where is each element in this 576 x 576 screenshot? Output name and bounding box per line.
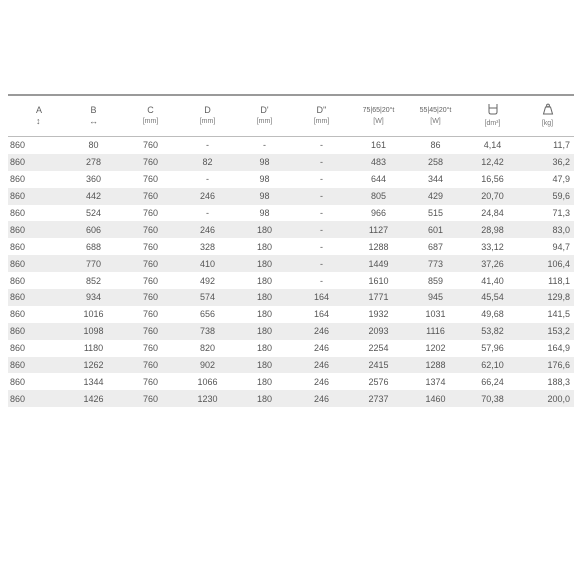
table-cell: 860 [8,289,65,306]
header-unit: [W] [430,118,441,125]
table-cell: 760 [122,255,179,272]
table-cell: 180 [236,323,293,340]
header-unit: [mm] [256,118,273,125]
table-cell: 902 [179,357,236,374]
table-cell: 852 [85,275,102,286]
header-label: 75|65|20°t [362,107,395,114]
table-cell: 176,6 [521,357,574,374]
table-cell: 1016 [83,309,104,320]
table-cell: 12,42 [464,154,521,171]
table-cell: 1288 [368,241,389,252]
table-cell: 492 [199,275,216,286]
table-cell: 33,12 [481,241,504,252]
table-cell: 70,38 [464,390,521,407]
table-cell: 1932 [368,309,389,320]
table-cell: 1116 [407,323,464,340]
table-cell: 860 [10,275,26,286]
table-row [8,272,574,289]
table-cell: 83,0 [521,221,574,238]
table-cell: 1230 [179,390,236,407]
table-cell: 524 [85,208,102,218]
table-cell: 360 [85,174,102,185]
table-cell: 1127 [350,221,407,238]
table-cell: 760 [142,174,159,185]
table-cell: 188,3 [547,376,570,387]
table-row [8,171,574,188]
table-cell: 606 [65,221,122,238]
table-cell: 71,3 [552,208,570,218]
table-cell: 161 [370,140,387,151]
table-cell: 16,56 [481,174,504,185]
header-unit: [mm] [142,118,159,125]
table-cell: 180 [236,255,293,272]
table-cell: 760 [142,275,159,286]
table-cell: 2415 [350,357,407,374]
table-cell: 180 [236,390,293,407]
table-cell: 246 [293,357,350,374]
table-cell: 94,7 [552,241,570,252]
table-cell: 86 [430,140,441,151]
table-cell: 860 [10,343,26,354]
table-cell: 4,14 [483,140,502,151]
table-cell: 2093 [350,323,407,340]
table-cell: 760 [142,208,159,218]
table-cell: 180 [256,241,273,252]
table-cell: 515 [427,208,444,218]
table-cell: 760 [122,323,179,340]
table-cell: 760 [122,188,179,205]
table-cell: 98 [236,154,293,171]
header-label: A [36,105,43,115]
header-volume [464,96,521,137]
table-cell: 442 [65,188,122,205]
table-cell: 820 [199,343,216,354]
header-unit: [W] [373,118,384,125]
table-cell: 601 [407,221,464,238]
table-cell: 129,8 [521,289,574,306]
table-cell: 180 [256,275,273,286]
table-cell: 1031 [425,309,446,320]
table-cell: - [320,275,323,286]
table-row [8,221,574,238]
table-cell: 200,0 [521,390,574,407]
table-cell: 180 [256,343,273,354]
table-cell: - [293,188,350,205]
header-label: D [204,105,211,115]
table-cell: 1374 [425,376,446,387]
table-cell: 1098 [65,323,122,340]
table-cell: 860 [10,241,26,252]
table-cell: 410 [179,255,236,272]
table-cell: - [263,140,266,151]
table-cell: - [206,208,209,218]
table-cell: 760 [142,140,159,151]
table-cell: 1066 [197,376,218,387]
table-cell: - [293,221,350,238]
header-label: B [90,105,97,115]
table-cell: 1426 [65,390,122,407]
table-cell: 760 [122,357,179,374]
table-cell: 483 [350,154,407,171]
table-cell: 760 [122,390,179,407]
table-row [8,188,574,205]
table-cell: 1202 [425,343,446,354]
table-cell: - [206,174,209,185]
table-cell: 62,10 [464,357,521,374]
header-d-prime [236,96,293,137]
table-cell: 141,5 [547,309,570,320]
table-cell: 860 [10,208,26,218]
volume-container-icon [487,103,499,118]
table-cell: 24,84 [481,208,504,218]
table-cell: 41,40 [481,275,504,286]
table-cell: 859 [427,275,444,286]
table-cell: 66,24 [481,376,504,387]
table-row [8,357,574,374]
header-d-double-prime [293,96,350,137]
header-a [8,96,65,137]
table-cell: 966 [370,208,387,218]
table-cell: 860 [10,174,26,185]
header-output-75-65-20 [350,96,407,137]
table-cell: 738 [179,323,236,340]
header-label: D' [260,105,269,115]
header-label: 55|45|20°t [419,107,452,114]
table-cell: 246 [313,376,330,387]
specification-sheet [8,94,574,407]
table-row [8,205,574,222]
table-cell: 760 [142,343,159,354]
table-cell: 246 [179,221,236,238]
table-cell: 1288 [407,357,464,374]
table-cell: 805 [350,188,407,205]
table-cell: 656 [199,309,216,320]
table-cell: 47,9 [552,174,570,185]
header-unit: [mm] [199,118,216,125]
table-cell: 934 [65,289,122,306]
table-row [8,390,574,407]
header-unit: [kg] [541,120,554,127]
table-cell: 98 [259,174,270,185]
table-cell: 860 [10,140,26,151]
table-cell: 246 [313,343,330,354]
header-label: D'' [316,105,327,115]
table-cell: 246 [293,323,350,340]
table-cell: 180 [256,376,273,387]
table-cell: - [320,241,323,252]
table-cell: 246 [293,390,350,407]
table-cell: 860 [8,323,65,340]
table-cell: 80 [88,140,99,151]
table-cell: 760 [142,309,159,320]
table-cell: 945 [407,289,464,306]
table-cell: 20,70 [464,188,521,205]
table-cell: 687 [427,241,444,252]
header-label: C [147,105,154,115]
table-cell: 37,26 [464,255,521,272]
table-cell: 98 [236,188,293,205]
table-cell: 49,68 [481,309,504,320]
table-cell: 2254 [368,343,389,354]
table-body [8,137,574,408]
table-cell: 760 [122,221,179,238]
table-cell: 59,6 [521,188,574,205]
table-row [8,306,574,323]
table-cell: 860 [8,357,65,374]
header-unit: [dm³] [484,120,501,127]
table-cell: 164 [293,289,350,306]
table-cell: - [206,140,209,151]
table-cell: 760 [142,241,159,252]
table-cell: 2576 [368,376,389,387]
table-cell: 180 [256,309,273,320]
header-c [122,96,179,137]
header-unit: [mm] [313,118,330,125]
table-cell: 1180 [83,343,104,354]
table-cell: 860 [8,188,65,205]
table-cell: 688 [85,241,102,252]
weight-icon [542,103,554,118]
table-cell: 53,82 [464,323,521,340]
table-cell: 860 [10,376,26,387]
table-cell: 82 [179,154,236,171]
table-cell: 153,2 [521,323,574,340]
table-row [8,255,574,272]
horizontal-arrow-icon: ↔ [89,116,98,126]
table-cell: 860 [8,390,65,407]
table-cell: 118,1 [548,275,570,286]
table-row [8,238,574,255]
table-cell: 760 [142,376,159,387]
table-cell: 860 [8,255,65,272]
table-cell: - [320,208,323,218]
table-cell: 36,2 [521,154,574,171]
table-cell: - [320,174,323,185]
table-cell: 760 [122,154,179,171]
table-cell: 1460 [407,390,464,407]
table-cell: 45,54 [464,289,521,306]
table-cell: 760 [122,289,179,306]
table-cell: 106,4 [521,255,574,272]
table-cell: 164,9 [547,343,570,354]
table-cell: 1262 [65,357,122,374]
table-cell: 773 [407,255,464,272]
table-cell: 644 [370,174,387,185]
table-cell: 429 [407,188,464,205]
table-cell: 180 [236,221,293,238]
table-cell: 1344 [83,376,104,387]
table-cell: 344 [427,174,444,185]
table-cell: 1610 [368,275,389,286]
header-row [8,96,574,137]
table-cell: 28,98 [464,221,521,238]
table-cell: 57,96 [481,343,504,354]
table-cell: - [320,140,323,151]
table-cell: 2737 [350,390,407,407]
table-row [8,323,574,340]
table-cell: - [293,255,350,272]
header-b [65,96,122,137]
table-cell: 278 [65,154,122,171]
table-cell: - [293,154,350,171]
table-cell: 1449 [350,255,407,272]
table-cell: 180 [236,289,293,306]
table-cell: 98 [259,208,270,218]
table-row [8,154,574,171]
header-output-55-45-20 [407,96,464,137]
header-weight [521,96,574,137]
table-row [8,373,574,390]
table-cell: 1771 [350,289,407,306]
table-cell: 164 [313,309,330,320]
table-row [8,289,574,306]
table-cell: 860 [8,221,65,238]
table-cell: 328 [199,241,216,252]
vertical-arrow-icon: ↕ [36,116,41,126]
table-cell: 246 [179,188,236,205]
table-row [8,340,574,357]
radiator-spec-table [8,96,574,407]
table-cell: 574 [179,289,236,306]
table-cell: 860 [8,154,65,171]
table-row [8,137,574,154]
table-cell: 258 [407,154,464,171]
table-cell: 860 [10,309,26,320]
table-cell: 770 [65,255,122,272]
table-cell: 180 [236,357,293,374]
table-cell: 11,7 [553,140,570,151]
header-d [179,96,236,137]
